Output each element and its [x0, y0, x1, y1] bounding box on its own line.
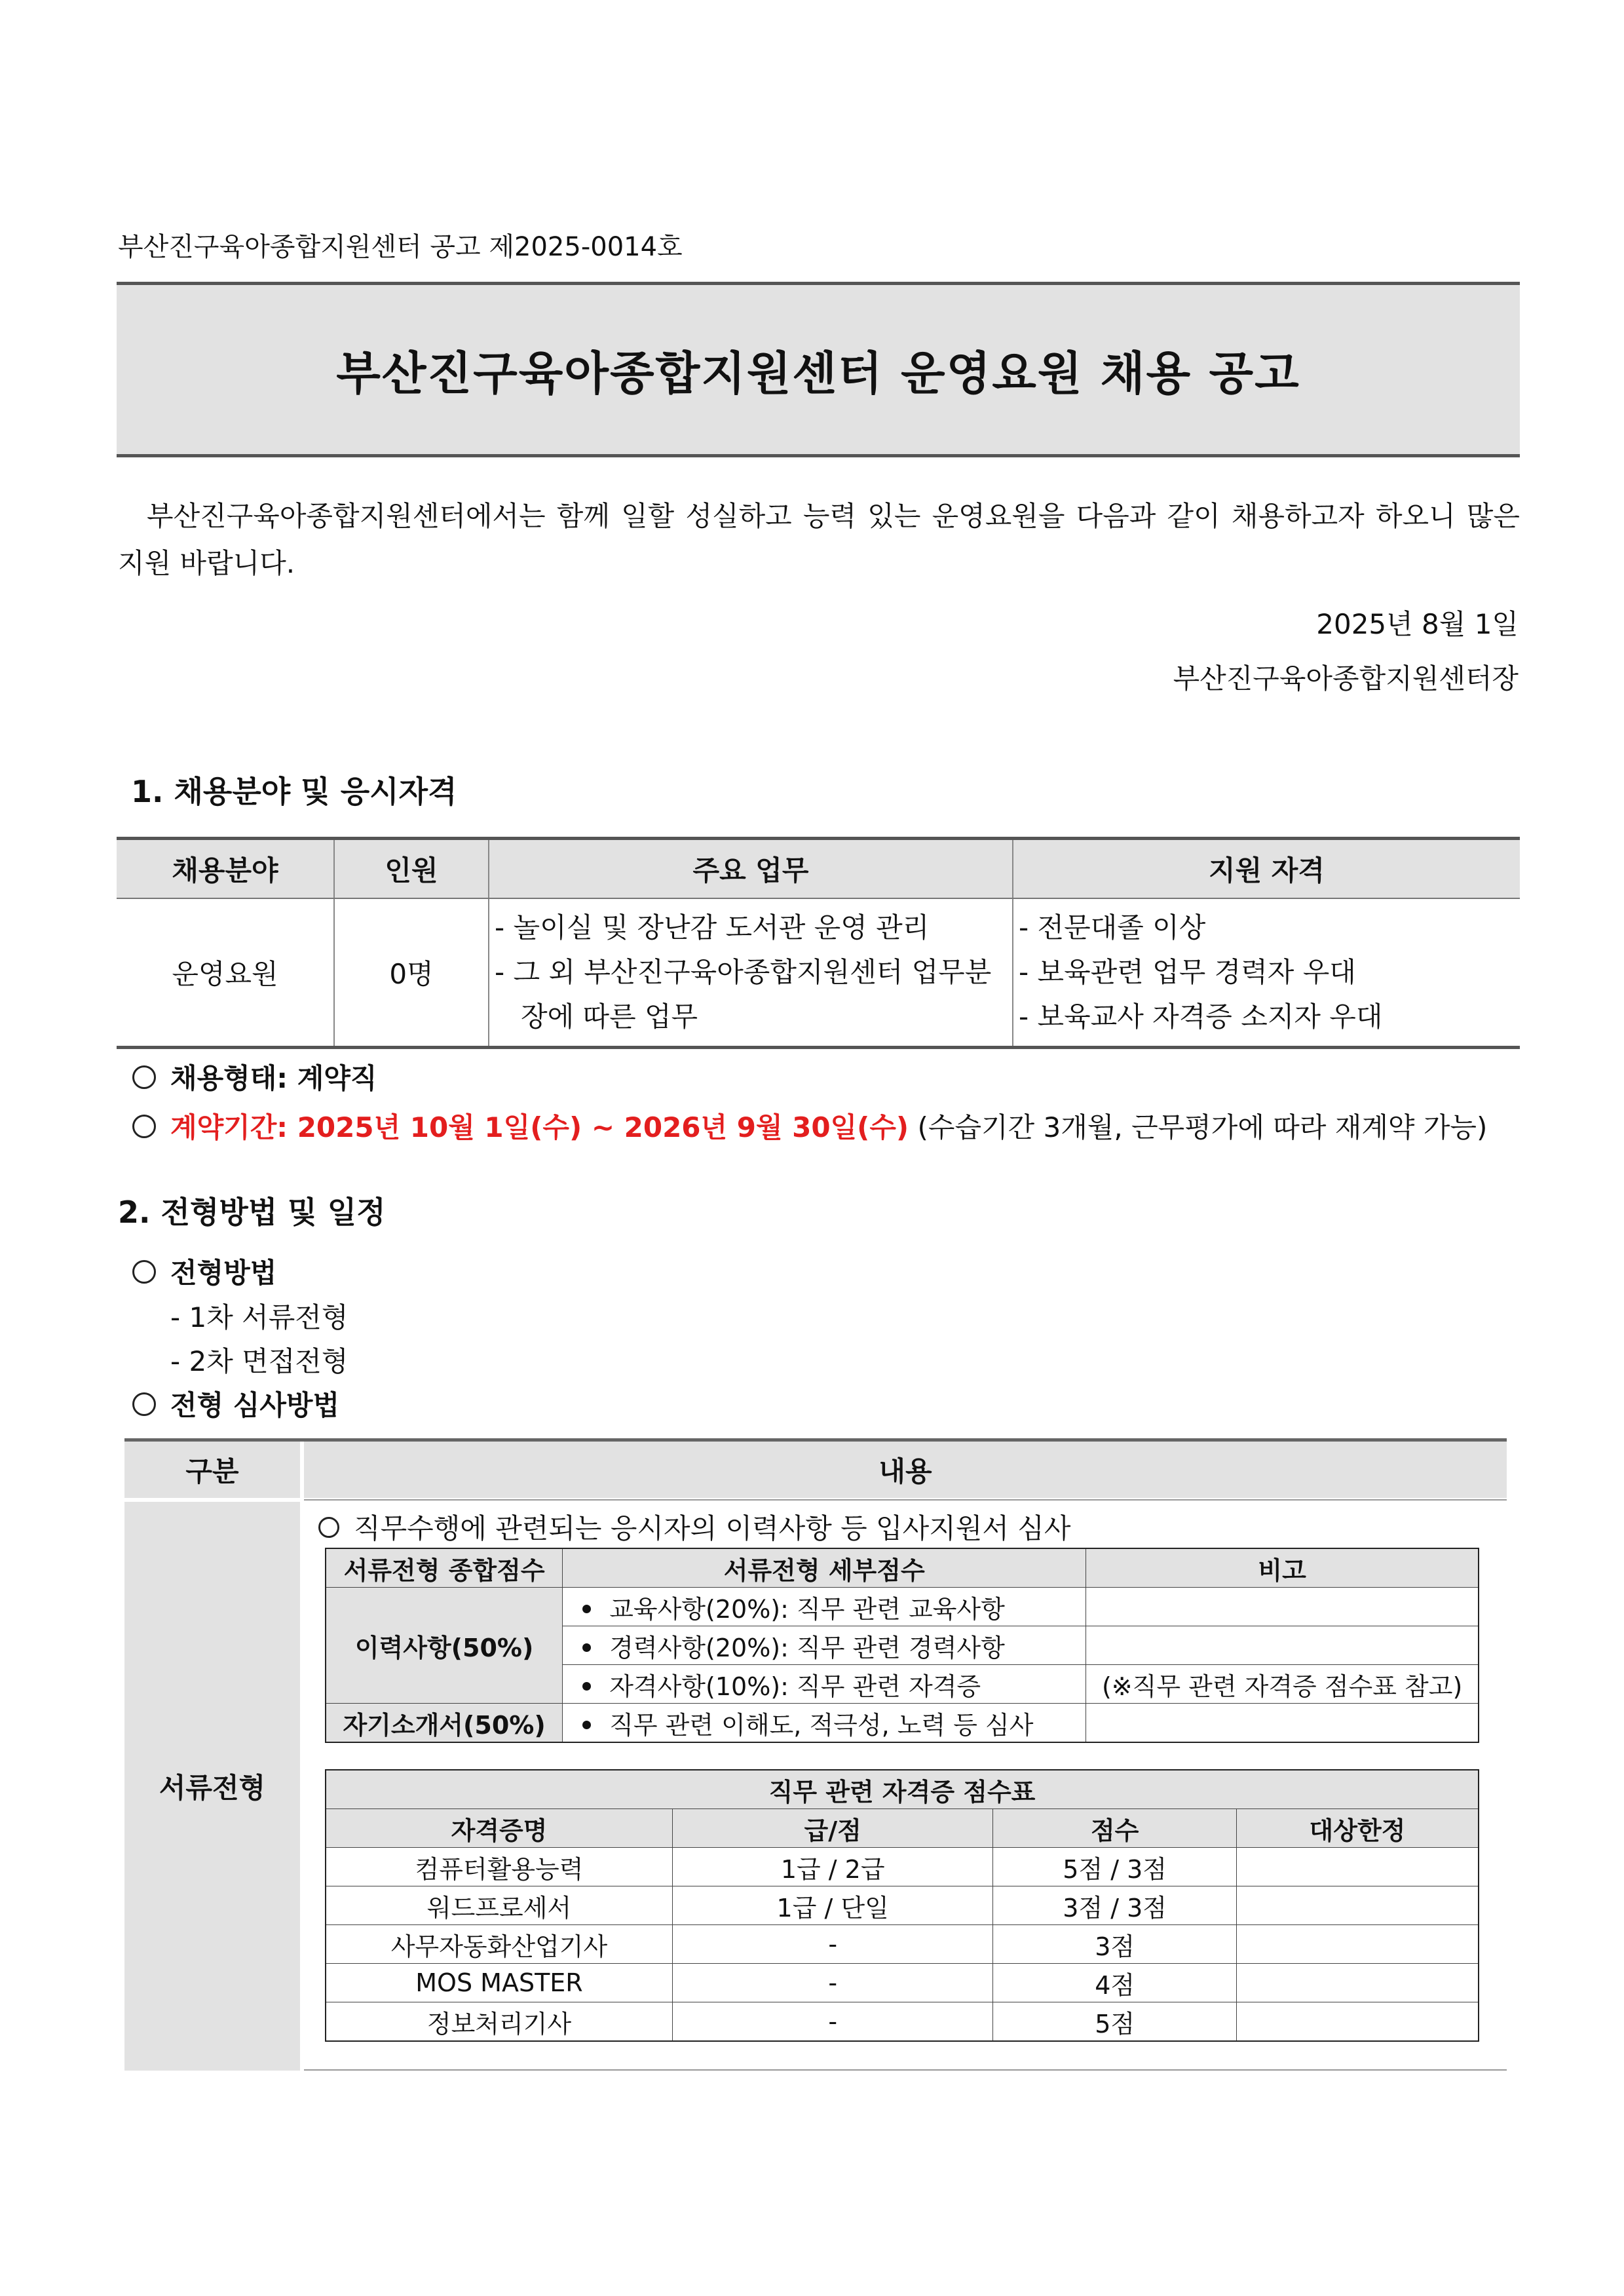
certificate-table-caption: 직무 관련 자격증 점수표 — [326, 1770, 1479, 1809]
header-field: 채용분야 — [117, 839, 334, 899]
cell-count: 0명 — [334, 898, 489, 1048]
circle-bullet-icon — [318, 1517, 339, 1538]
cert-name: 정보처리기사 — [326, 2002, 672, 2042]
qualification-item: - 보육관련 업무 경력자 우대 — [1019, 956, 1356, 988]
recruitment-table — [117, 837, 1520, 1049]
intro-paragraph: 부산진구육아종합지원센터에서는 함께 일할 성실하고 능력 있는 운영요원을 다음과 같이 채용하고자 하오니 많은 지원 바랍니다. — [118, 500, 1520, 579]
step-item: - 1차 서류전형 — [170, 1301, 349, 1333]
table-row — [326, 1704, 1479, 1743]
header-qualifications: 지원 자격 — [1013, 839, 1520, 899]
score-header-detail: 서류전형 세부점수 — [563, 1548, 1086, 1588]
cert-header-limit: 대상한정 — [1236, 1809, 1479, 1848]
cert-name: 워드프로세서 — [326, 1886, 672, 1925]
cert-grade: - — [672, 1964, 992, 2002]
certificate-score-table — [325, 1769, 1479, 2042]
score-table — [325, 1548, 1479, 1743]
section2-heading: 2. 전형방법 및 일정 — [118, 1195, 386, 1230]
bullet-dot-icon — [582, 1605, 591, 1613]
bullet-dot-icon — [582, 1721, 591, 1729]
cert-score: 5점 — [993, 2002, 1237, 2042]
bullet-dot-icon — [582, 1682, 591, 1691]
score-header-note: 비고 — [1086, 1548, 1479, 1588]
review-title: 전형 심사방법 — [170, 1389, 340, 1421]
review-summary: 직무수행에 관련되는 응시자의 이력사항 등 입사지원서 심사 — [354, 1512, 1071, 1544]
review-title-line — [132, 1384, 339, 1423]
contract-period: 계약기간: 2025년 10월 1일(수) ~ 2026년 9월 30일(수) — [170, 1111, 909, 1143]
circle-bullet-icon — [132, 1115, 156, 1138]
method-title: 전형방법 — [170, 1257, 277, 1289]
header-content: 내용 — [304, 1442, 1507, 1498]
essay-label: 자기소개서(50%) — [326, 1704, 563, 1743]
history-note-empty — [1086, 1626, 1479, 1665]
cert-header-name: 자격증명 — [326, 1809, 672, 1848]
cert-score: 4점 — [993, 1964, 1237, 2002]
step-item: - 2차 면접전형 — [170, 1345, 349, 1377]
table-row — [326, 1886, 1479, 1925]
circle-bullet-icon — [132, 1260, 156, 1284]
header-count: 인원 — [334, 839, 489, 899]
cert-name: 사무자동화산업기사 — [326, 1925, 672, 1964]
table-row — [117, 898, 1520, 1048]
cert-header-score: 점수 — [993, 1809, 1237, 1848]
signer: 부산진구육아종합지원센터장 — [1173, 662, 1519, 695]
employment-type: 채용형태: 계약직 — [170, 1062, 377, 1094]
table-row — [326, 1925, 1479, 1964]
cert-limit — [1236, 1848, 1479, 1886]
circle-bullet-icon — [132, 1392, 156, 1416]
title-banner — [117, 282, 1520, 457]
notice-date: 2025년 8월 1일 — [1316, 608, 1519, 640]
cert-grade: 1급 / 2급 — [672, 1848, 992, 1886]
review-summary-line — [318, 1507, 1070, 1546]
table-row — [326, 1848, 1479, 1886]
bullet-dot-icon — [582, 1643, 591, 1652]
category-document-review: 서류전형 — [124, 1502, 300, 2071]
header-duties: 주요 업무 — [489, 839, 1013, 899]
table-row — [326, 2002, 1479, 2042]
qualification-item: - 전문대졸 이상 — [1019, 911, 1206, 944]
cell-duties — [489, 898, 1013, 1048]
cert-limit — [1236, 1886, 1479, 1925]
cert-grade: 1급 / 단일 — [672, 1886, 992, 1925]
qualification-item: - 보육교사 자격증 소지자 우대 — [1019, 1001, 1383, 1033]
cert-score: 3점 / 3점 — [993, 1886, 1237, 1925]
method-title-line — [132, 1252, 276, 1291]
history-item: 자격사항(10%): 직무 관련 자격증 — [563, 1665, 1086, 1704]
cert-grade: - — [672, 1925, 992, 1964]
cert-limit — [1236, 1964, 1479, 2002]
history-item: 교육사항(20%): 직무 관련 교육사항 — [563, 1588, 1086, 1626]
cell-field: 운영요원 — [117, 898, 334, 1048]
table-row — [326, 1588, 1479, 1626]
cert-name: 컴퓨터활용능력 — [326, 1848, 672, 1886]
duty-item: - 놀이실 및 장난감 도서관 운영 관리 — [495, 911, 930, 944]
cert-score: 5점 / 3점 — [993, 1848, 1237, 1886]
cert-limit — [1236, 2002, 1479, 2042]
essay-item: 직무 관련 이해도, 적극성, 노력 등 심사 — [563, 1704, 1086, 1743]
notice-number: 부산진구육아종합지원센터 공고 제2025-0014호 — [118, 232, 683, 262]
history-note-empty — [1086, 1588, 1479, 1626]
contract-period-note: (수습기간 3개월, 근무평가에 따라 재계약 가능) — [917, 1111, 1488, 1143]
header-category: 구분 — [124, 1442, 300, 1498]
cert-header-grade: 급/점 — [672, 1809, 992, 1848]
cert-score: 3점 — [993, 1925, 1237, 1964]
table-row — [326, 1964, 1479, 2002]
cert-name: MOS MASTER — [326, 1964, 672, 2002]
duty-item: - 그 외 부산진구육아종합지원센터 업무분장에 따른 업무 — [495, 956, 992, 1033]
section1-heading: 1. 채용분야 및 응시자격 — [131, 774, 457, 809]
essay-note-empty — [1086, 1704, 1479, 1743]
recruitment-table-header — [117, 839, 1520, 899]
history-note: (※직무 관련 자격증 점수표 참고) — [1086, 1665, 1479, 1704]
cell-qualifications — [1013, 898, 1520, 1048]
history-item: 경력사항(20%): 직무 관련 경력사항 — [563, 1626, 1086, 1665]
score-header-total: 서류전형 종합점수 — [326, 1548, 563, 1588]
cert-limit — [1236, 1925, 1479, 1964]
page-title: 부산진구육아종합지원센터 운영요원 채용 공고 — [336, 346, 1300, 400]
history-label: 이력사항(50%) — [326, 1588, 563, 1704]
circle-bullet-icon — [132, 1065, 156, 1089]
contract-period-line — [132, 1106, 1487, 1145]
employment-type-line — [132, 1057, 377, 1096]
cert-grade: - — [672, 2002, 992, 2042]
